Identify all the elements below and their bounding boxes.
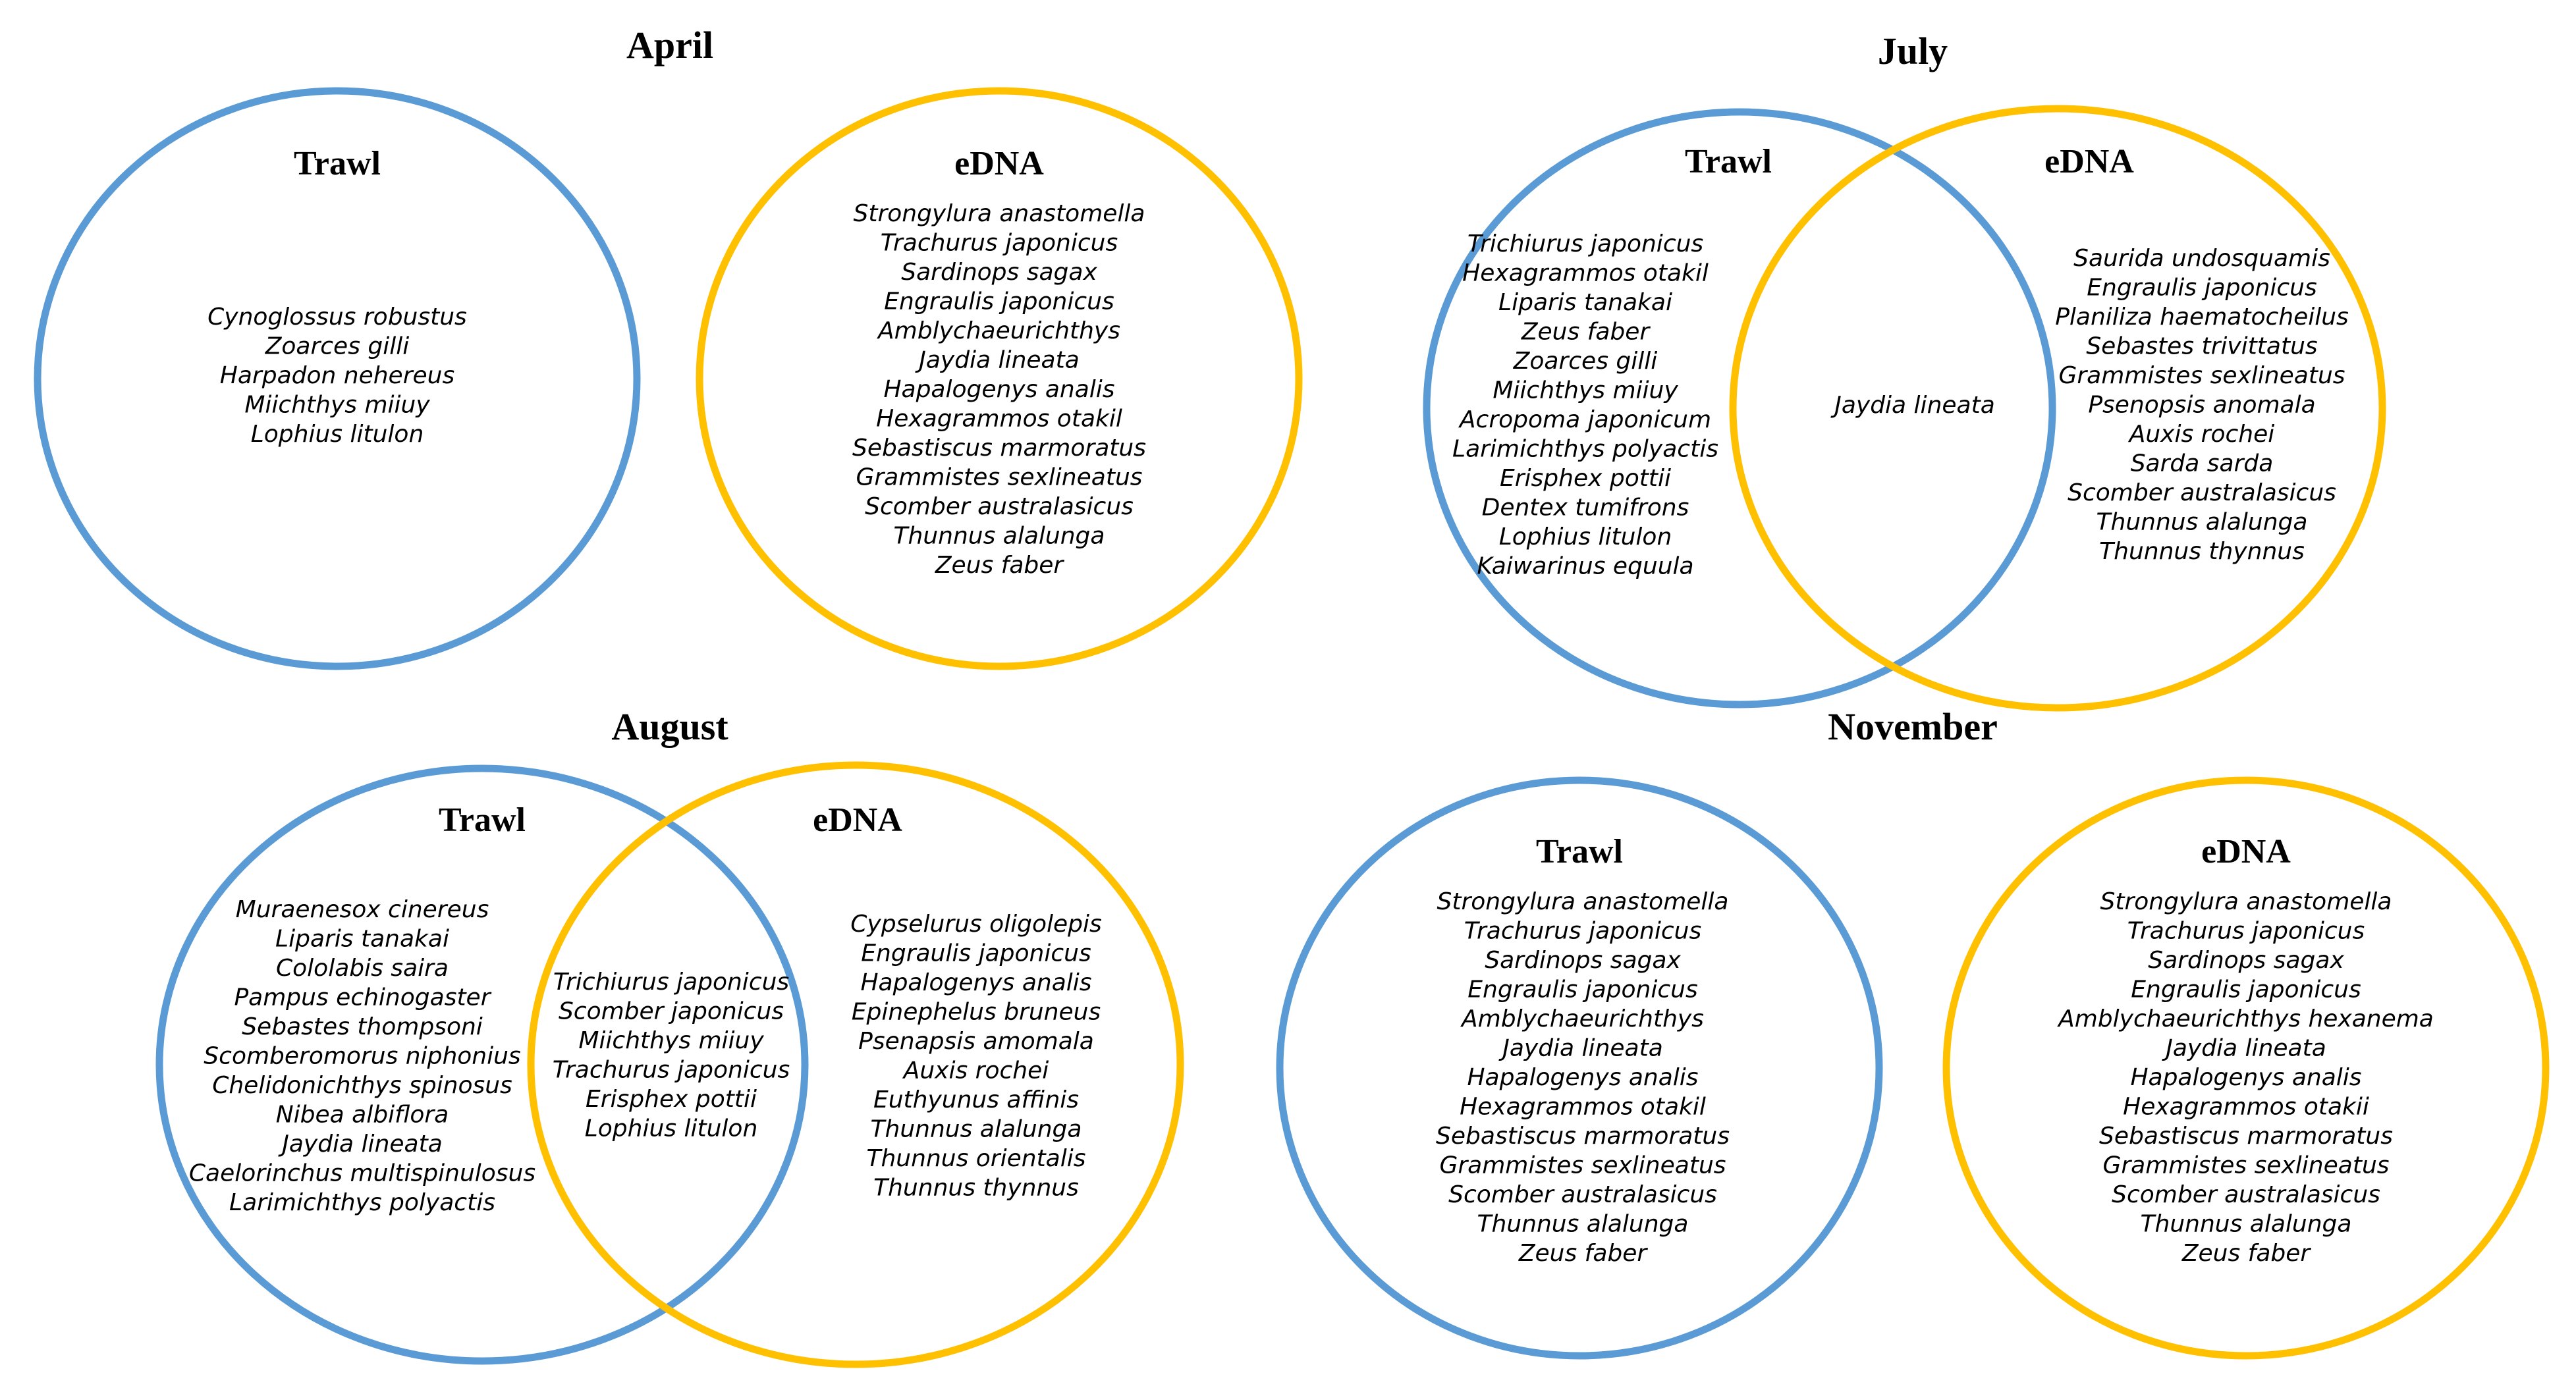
trawl-species-item: Grammistes sexlineatus [1439, 1152, 1726, 1179]
trawl-species-item: Dentex tumifrons [1481, 494, 1689, 521]
trawl-species-item: Strongylura anastomella [1437, 888, 1729, 915]
edna-species-item: Thunnus orientalis [866, 1145, 1086, 1172]
edna-species-item: Epinephelus bruneus [851, 998, 1101, 1026]
trawl-species-item: Hapalogenys analis [1467, 1064, 1699, 1091]
edna-species-item: Scomber australasicus [865, 493, 1134, 520]
trawl-species-item: Engraulis japonicus [1467, 976, 1698, 1003]
trawl-species-item: Zeus faber [1521, 318, 1650, 346]
edna-label: eDNA [954, 145, 1044, 182]
edna-species-item: Jaydia lineata [919, 346, 1080, 374]
trawl-species-item: Scomberomorus niphonius [204, 1042, 521, 1070]
trawl-species-item: Miichthys miiuy [1493, 377, 1678, 404]
shared-species-item: Trachurus japonicus [552, 1056, 790, 1084]
trawl-species-item: Muraenesox cinereus [235, 896, 489, 923]
edna-species-item: Sebastiscus marmoratus [2099, 1123, 2393, 1150]
trawl-species-item: Lophius litulon [1498, 523, 1672, 550]
edna-species-item: Thunnus alalunga [893, 522, 1105, 550]
trawl-species-item: Larimichthys polyactis [229, 1189, 495, 1216]
edna-species-item: Thunnus thynnus [873, 1174, 1079, 1202]
edna-species-item: Amblychaeurichthys [878, 317, 1120, 344]
trawl-species-item: Liparis tanakai [1498, 289, 1672, 316]
edna-species-item: Thunnus alalunga [2096, 508, 2308, 536]
edna-species-item: Scomber australasicus [2112, 1181, 2380, 1208]
trawl-species-item: Larimichthys polyactis [1452, 435, 1718, 463]
trawl-species-item: Zeus faber [1518, 1240, 1647, 1267]
venn-panel-april [38, 24, 1299, 666]
trawl-label: Trawl [439, 801, 526, 839]
panel-title: August [611, 705, 728, 748]
edna-species-item: Sebastiscus marmoratus [852, 435, 1146, 462]
edna-species-item: Auxis rochei [2129, 421, 2275, 448]
venn-panel-august [159, 705, 1180, 1364]
trawl-species-item: Trichiurus japonicus [1467, 230, 1704, 257]
edna-species-item: Amblychaeurichthys hexanema [2058, 1005, 2434, 1032]
trawl-species-item: Scomber australasicus [1448, 1181, 1717, 1208]
edna-species-item: Zeus faber [935, 552, 1064, 579]
trawl-species-item: Liparis tanakai [275, 925, 449, 953]
edna-species-item: Sardinops sagax [2148, 947, 2344, 974]
edna-species-item: Sebastes trivittatus [2086, 333, 2318, 360]
edna-species-item: Hexagrammos otakil [876, 405, 1122, 433]
edna-species-item: Cypselurus oligolepis [850, 911, 1102, 938]
edna-species-item: Trachurus japonicus [880, 229, 1118, 257]
edna-label: eDNA [2201, 833, 2291, 870]
trawl-species-item: Lophius litulon [250, 421, 424, 448]
edna-species-item: Sardinops sagax [901, 259, 1097, 286]
venn-panel-july [1427, 30, 2382, 708]
edna-species-item: Hapalogenys analis [2130, 1064, 2362, 1091]
trawl-species-item: Sardinops sagax [1485, 947, 1681, 974]
edna-species-item: Strongylura anastomella [853, 200, 1145, 227]
trawl-species-item: Hexagrammos otakil [1462, 259, 1709, 287]
shared-species-item: Erisphex pottii [586, 1086, 757, 1113]
trawl-species-item: Jaydia lineata [1502, 1034, 1663, 1062]
edna-species-item: Auxis rochei [903, 1057, 1049, 1084]
trawl-species-item: Caelorinchus multispinulosus [188, 1160, 536, 1187]
trawl-species-item: Kaiwarinus equula [1477, 552, 1694, 580]
trawl-species-item: Zoarces gilli [265, 333, 410, 360]
trawl-species-item: Cololabis saira [276, 955, 449, 982]
trawl-species-item: Sebastes thompsoni [242, 1013, 483, 1040]
edna-species-item: Strongylura anastomella [2100, 888, 2392, 915]
edna-species-item: Grammistes sexlineatus [2102, 1152, 2390, 1179]
trawl-label: Trawl [1685, 143, 1772, 180]
edna-species-item: Saurida undosquamis [2073, 245, 2330, 272]
shared-species-item: Scomber japonicus [558, 998, 784, 1025]
trawl-species-item: Acropoma japonicum [1459, 406, 1712, 433]
edna-species-item: Hapalogenys analis [860, 969, 1092, 996]
edna-species-item: Planiliza haematocheilus [2055, 304, 2349, 331]
edna-species-item: Hapalogenys analis [883, 376, 1115, 403]
trawl-species-item: Hexagrammos otakil [1460, 1093, 1706, 1121]
trawl-species-item: Sebastiscus marmoratus [1436, 1123, 1730, 1150]
trawl-label: Trawl [1536, 833, 1623, 870]
trawl-label: Trawl [294, 145, 381, 182]
panel-title: July [1877, 30, 1948, 72]
edna-species-item: Engraulis japonicus [884, 288, 1114, 315]
trawl-species-item: Erisphex pottii [1500, 465, 1671, 492]
trawl-species-item: Jaydia lineata [282, 1131, 443, 1158]
panel-title: April [626, 24, 714, 67]
edna-species-item: Grammistes sexlineatus [856, 464, 1143, 491]
edna-species-item: Sarda sarda [2130, 450, 2274, 477]
shared-species-item: Jaydia lineata [1834, 392, 1995, 419]
edna-species-item: Engraulis japonicus [861, 940, 1091, 967]
trawl-species-item: Trachurus japonicus [1464, 917, 1702, 945]
trawl-species-item: Miichthys miiuy [244, 391, 430, 419]
edna-species-item: Grammistes sexlineatus [2058, 362, 2345, 389]
edna-species-item: Engraulis japonicus [2087, 274, 2317, 302]
edna-species-item: Psenapsis amomala [858, 1028, 1094, 1055]
edna-species-item: Psenopsis anomala [2088, 391, 2316, 419]
edna-species-item: Engraulis japonicus [2131, 976, 2361, 1003]
edna-species-item: Euthyunus affinis [873, 1086, 1080, 1113]
shared-species-item: Trichiurus japonicus [553, 969, 790, 996]
edna-label: eDNA [2044, 143, 2134, 180]
trawl-species-item: Harpadon nehereus [219, 362, 455, 389]
shared-species-item: Miichthys miiuy [578, 1027, 764, 1054]
edna-species-item: Trachurus japonicus [2127, 917, 2365, 945]
shared-species-item: Lophius litulon [584, 1115, 758, 1142]
trawl-species-item: Zoarces gilli [1513, 348, 1658, 375]
trawl-species-item: Pampus echinogaster [234, 984, 491, 1011]
trawl-species-item: Amblychaeurichthys [1462, 1005, 1704, 1032]
edna-species-item: Thunnus alalunga [870, 1115, 1082, 1143]
trawl-species-item: Nibea albiflora [275, 1101, 449, 1129]
edna-species-item: Thunnus alalunga [2140, 1210, 2352, 1238]
panel-title: November [1828, 705, 1998, 748]
venn-panel-november [1280, 705, 2546, 1356]
trawl-species-item: Thunnus alalunga [1477, 1210, 1689, 1238]
edna-species-item: Jaydia lineata [2166, 1034, 2326, 1062]
edna-species-item: Zeus faber [2181, 1240, 2311, 1267]
edna-species-item: Scomber australasicus [2068, 479, 2336, 506]
edna-label: eDNA [813, 801, 902, 839]
edna-species-item: Thunnus thynnus [2099, 538, 2305, 565]
trawl-species-item: Chelidonichthys spinosus [212, 1072, 512, 1099]
trawl-species-item: Cynoglossus robustus [207, 304, 467, 331]
edna-species-item: Hexagrammos otakii [2123, 1093, 2369, 1121]
